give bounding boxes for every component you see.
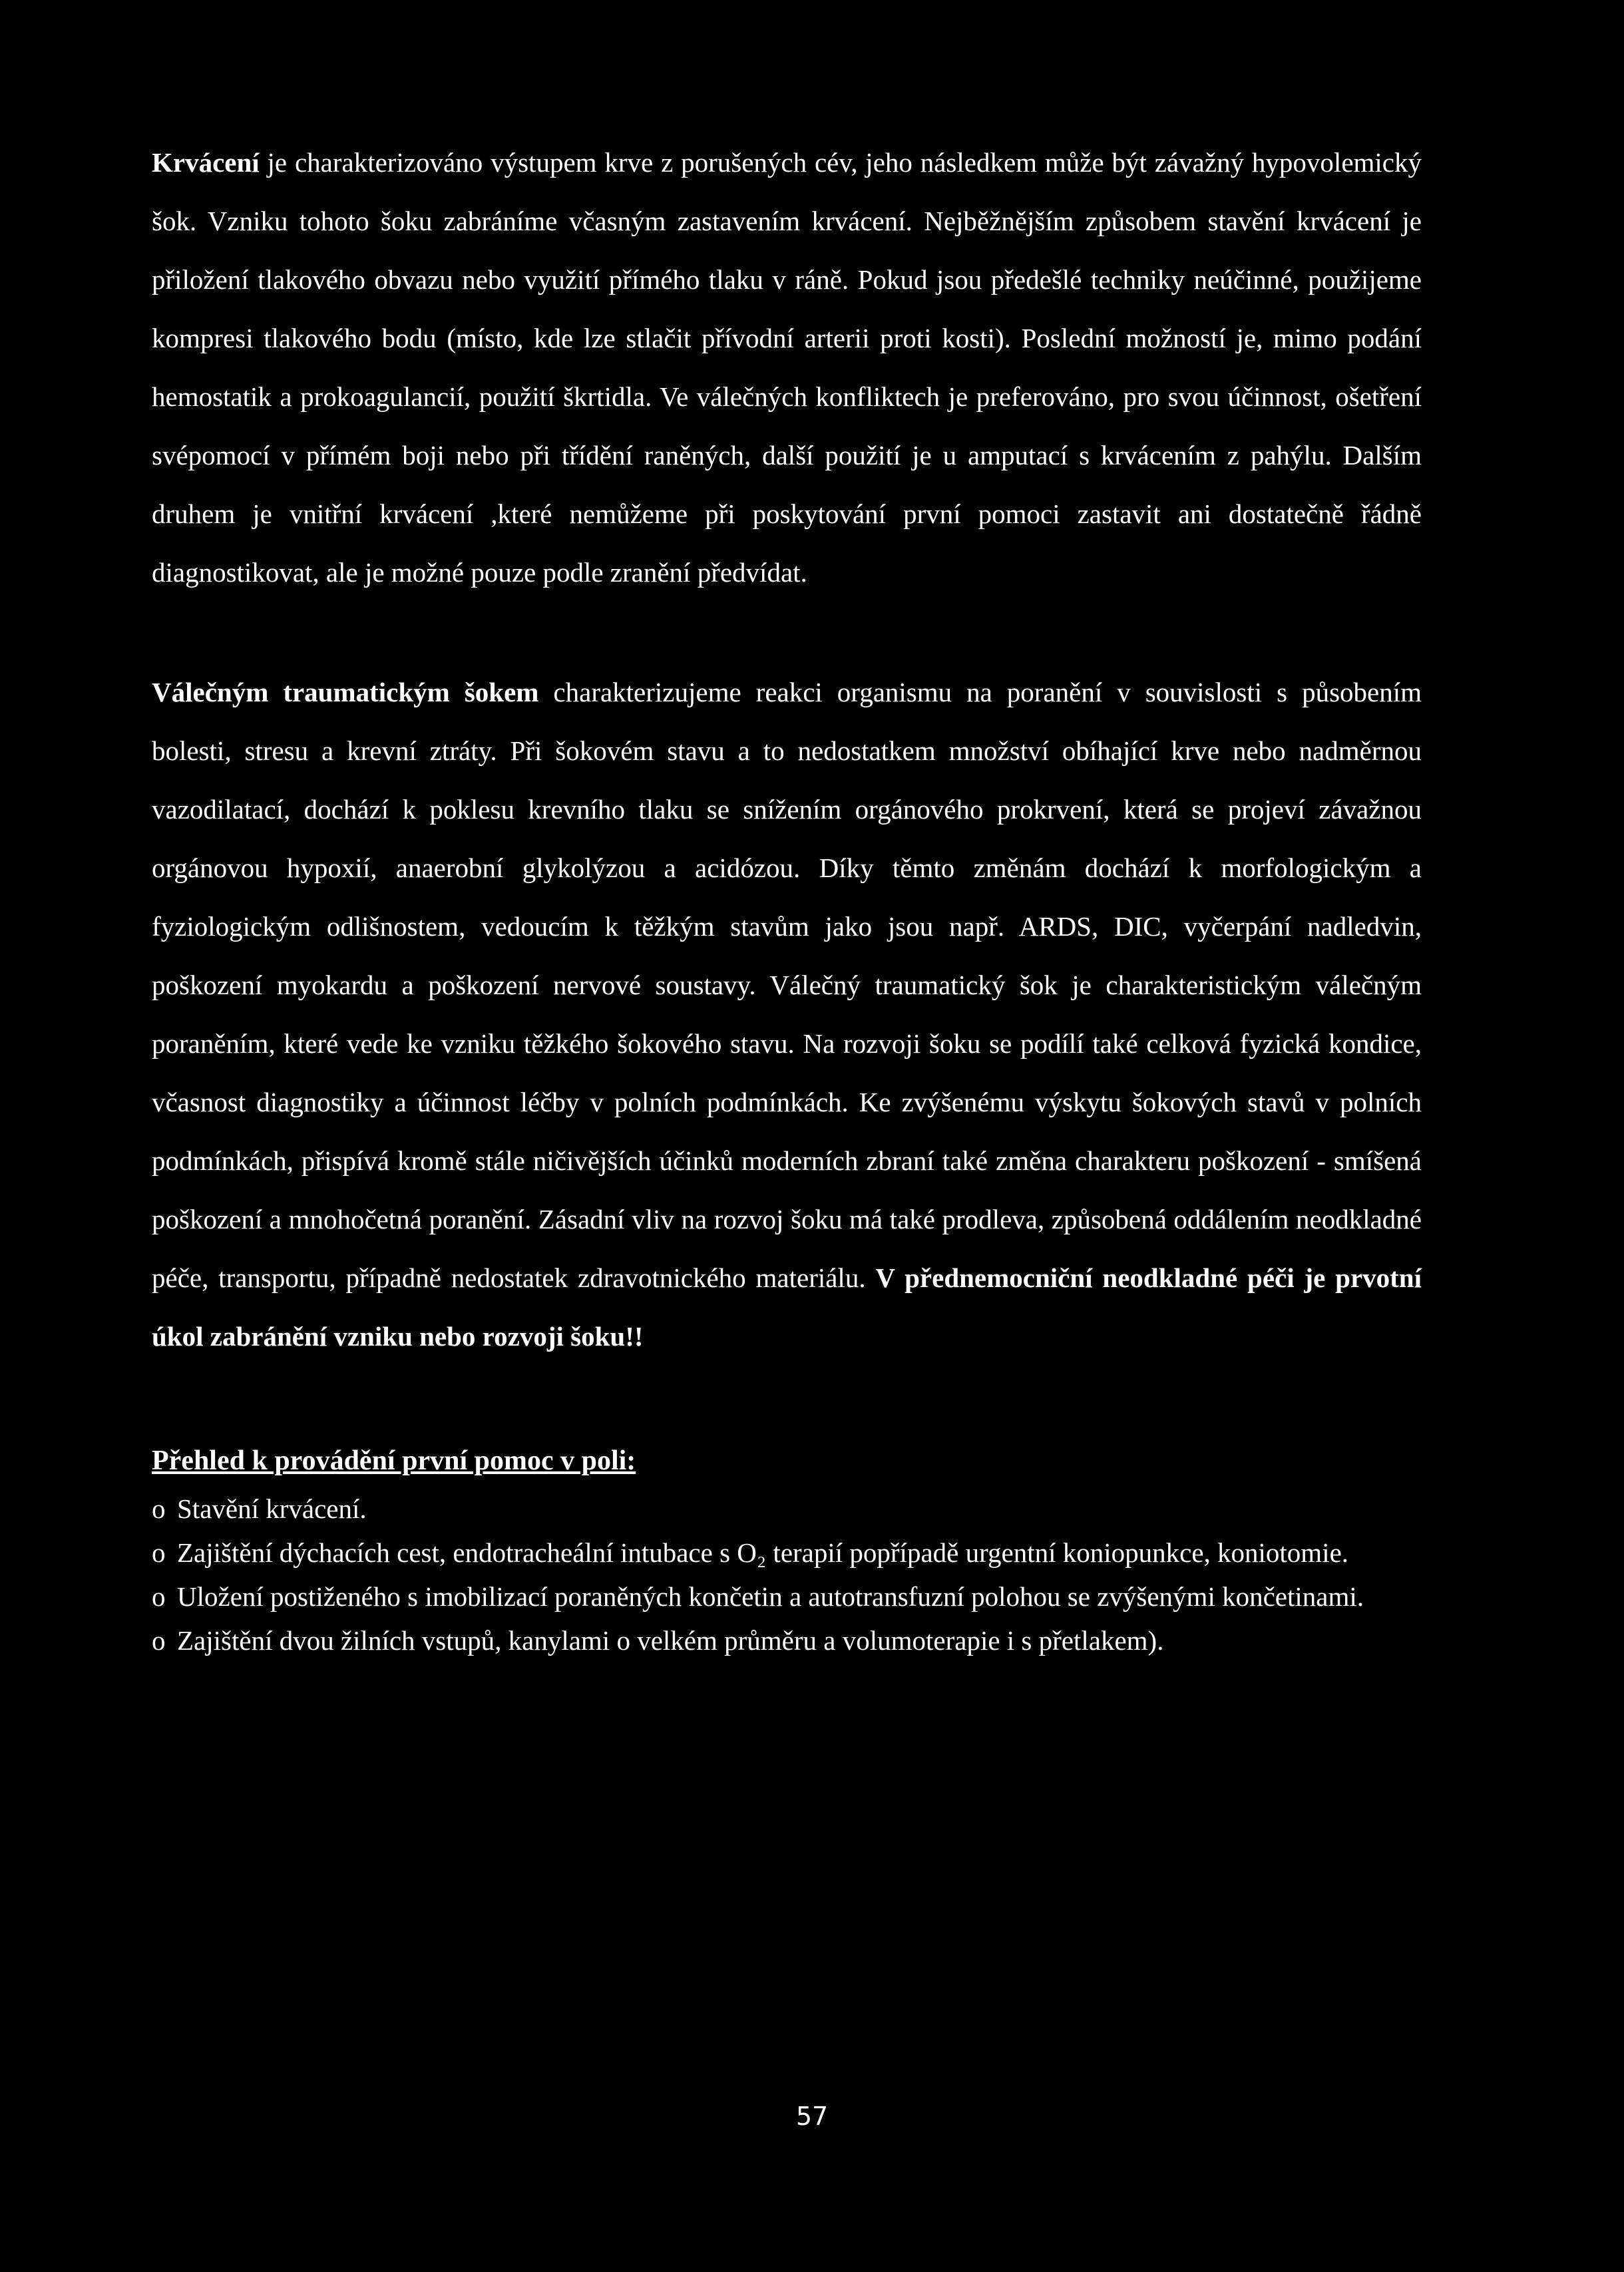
paragraph-gap: [152, 602, 1422, 663]
list-item: [152, 1575, 1422, 1618]
list-item: [152, 1531, 1422, 1575]
list-item: [152, 1487, 1422, 1531]
document-page: [152, 133, 1422, 1662]
bullet-marker: o: [152, 1581, 166, 1612]
bullet-marker: o: [152, 1625, 166, 1656]
paragraph-shock: [152, 663, 1422, 1366]
shock-emphasis: V přednemocniční neodkladné péči je prvotní úkol zabránění vzniku nebo rozvoji šoku!!: [152, 1262, 1422, 1352]
first-aid-list: [152, 1487, 1422, 1662]
paragraph-shock-text: charakterizujeme reakci organismu na poranění v souvislosti s působením bolesti, stresu a krevní ztráty. Při šokovém stavu a to nedostatkem množství obíhající krve nebo nadměrnou vazodilatací, dochází k poklesu krevního tlaku se snížením orgánového prokrvení, která se projeví závažnou orgánovou hypoxií, anaerobní glykolýzou a acidózou. Díky těmto změnám dochází k morfologickým a fyziologickým odlišnostem, vedoucím k těžkým stavům jako jsou např. ARDS, DIC, vyčerpání nadledvin, poškození myokardu a poškození nervové soustavy. Válečný traumatický šok je charakteristickým válečným poraněním, které vede ke vzniku těžkého šokového stavu. Na rozvoji šoku se podílí také celková fyzická kondice, včasnost diagnostiky a účinnost léčby v polních podmínkách. Ke zvýšenému výskytu šokových stavů v polních podmínkách, přispívá kromě stále ničivějších účinků moderních zbraní také změna charakteru poškození - smíšená poškození a mnohočetná poranění. Zásadní vliv na rozvoj šoku má také prodleva, způsobená oddálením neodkladné péče, transportu, případně nedostatek zdravotnického materiálu.: [152, 677, 1422, 1293]
list-item-text: Uložení postiženého s imobilizací poraněných končetin a autotransfuzní polohou se zvýšenými končetinami.: [177, 1581, 1364, 1612]
list-item-text: Zajištění dvou žilních vstupů, kanylami o velkém průměru a volumoterapie i s přetlakem).: [177, 1625, 1164, 1656]
term-war-traumatic-shock: Válečným traumatickým šokem: [152, 677, 539, 707]
bullet-marker: o: [152, 1493, 166, 1524]
term-bleeding: Krvácení: [152, 147, 260, 178]
bullet-marker: o: [152, 1537, 166, 1568]
paragraph-bleeding: [152, 133, 1422, 602]
paragraph-bleeding-text: je charakterizováno výstupem krve z porušených cév, jeho následkem může být závažný hypovolemický šok. Vzniku tohoto šoku zabráníme včasným zastavením krvácení. Nejběžnějším způsobem stavění krvácení je přiložení tlakového obvazu nebo využití přímého tlaku v ráně. Pokud jsou předešlé techniky neúčinné, použijeme kompresi tlakového bodu (místo, kde lze stlačit přívodní arterii proti kosti). Poslední možností je, mimo podání hemostatik a prokoagulancií, použití škrtidla. Ve válečných konfliktech je preferováno, pro svou účinnost, ošetření svépomocí v přímém boji nebo při třídění raněných, další použití je u amputací s krvácením z pahýlu. Dalším druhem je vnitřní krvácení ,které nemůžeme při poskytování první pomoci zastavit ani dostatečně řádně diagnostikovat, ale je možné pouze podle zranění předvídat.: [152, 147, 1422, 588]
overview-heading: Přehled k provádění první pomoc v poli:: [152, 1445, 636, 1476]
page-number: 57: [795, 2102, 829, 2131]
list-item-text: Zajištění dýchacích cest, endotracheální intubace s O₂ terapií popřípadě urgentní koniopunkce, koniotomie.: [177, 1537, 1349, 1568]
list-item-text: Stavění krvácení.: [177, 1493, 367, 1524]
list-item: [152, 1618, 1422, 1662]
